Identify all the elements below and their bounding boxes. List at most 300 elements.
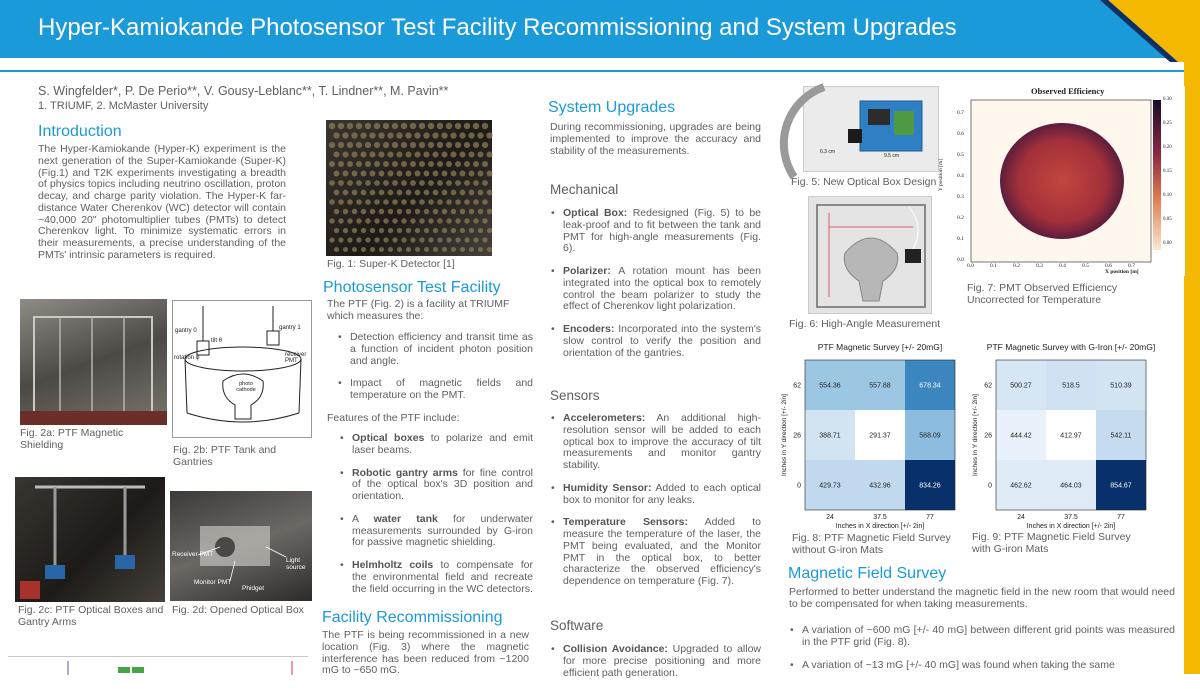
efficiency-cbar-tick: 0.10 <box>1163 193 1172 198</box>
sensors-item: • Accelerometers: An additional high-resolution sensor will be added to each optical box to improve the accuracy of tilt measurements and monitor gantry stability. <box>550 413 761 472</box>
pmt-dot <box>419 180 425 186</box>
mechanical-item: • Polarizer: A rotation mount has been integrated into the optical box to remotely control the beam polarizer to study the effect of Cherenkov light polarization. <box>550 266 761 313</box>
magnetic-survey-intro: Performed to better understand the magnetic field in the new room that would need to be compensated for when taking measurements. <box>789 586 1175 610</box>
pmt-dot <box>370 171 376 177</box>
pmt-dot <box>423 151 429 157</box>
pmt-dot <box>460 190 466 196</box>
ptf-intro: The PTF (Fig. 2) is a facility at TRIUMF which measures the: <box>327 298 510 322</box>
heatmap-value-label: 588.09 <box>919 432 941 440</box>
pmt-dot <box>388 228 393 233</box>
pmt-dot <box>469 228 474 233</box>
pmt-dot <box>437 218 442 223</box>
pmt-dot <box>478 228 483 233</box>
pmt-dot <box>397 247 402 252</box>
pmt-dot <box>370 228 375 233</box>
affiliations: 1. TRIUMF, 2. McMaster University <box>38 100 209 112</box>
pmt-dot <box>401 218 406 223</box>
pmt-dot <box>415 190 421 196</box>
pmt-dot <box>361 190 367 196</box>
label-photocathode: photo cathode <box>236 381 256 393</box>
pmt-dot <box>451 228 456 233</box>
pmt-dot <box>442 190 448 196</box>
heatmap-title: PTF Magnetic Survey with G-Iron [+/- 20mG] <box>986 342 1156 352</box>
heatmap-value-label: 429.73 <box>819 482 841 490</box>
pmt-dot <box>365 180 371 186</box>
pmt-dot <box>428 218 433 223</box>
pmt-dot <box>388 247 393 252</box>
pmt-dot <box>365 237 370 242</box>
pmt-dot <box>338 142 344 148</box>
pmt-dot <box>401 199 407 205</box>
heatmap-ytick: 26 <box>793 432 801 440</box>
pmt-dot <box>352 228 357 233</box>
fig2d-caption: Fig. 2d: Opened Optical Box <box>172 604 304 616</box>
recommissioning-heading: Facility Recommissioning <box>322 609 503 626</box>
pmt-dot <box>414 132 420 138</box>
pmt-dot <box>433 171 439 177</box>
pmt-dot <box>446 218 451 223</box>
efficiency-xtick: 0.2 <box>1013 263 1020 269</box>
software-heading: Software <box>550 618 604 633</box>
gantry-arms-lines <box>15 477 165 602</box>
ptf-feature-item: • Helmholtz coils to compensate for the environmental field and recreate the field occurring in the WC detectors. <box>339 560 533 595</box>
efficiency-cbar-tick: 0.20 <box>1163 145 1172 150</box>
efficiency-xtick: 0.1 <box>990 263 997 269</box>
pmt-dot <box>473 218 478 223</box>
label-phidget: Phidget <box>242 585 265 592</box>
pmt-dot <box>437 161 443 167</box>
pmt-dot <box>478 171 484 177</box>
magnetic-survey-heatmap-2 <box>968 338 1158 530</box>
efficiency-cbar-tick: 0.30 <box>1163 97 1172 102</box>
pmt-dot <box>334 209 340 215</box>
pmt-dot <box>437 237 442 242</box>
label-light-source: Light source <box>286 557 306 571</box>
pmt-dot <box>370 209 376 215</box>
fig7-caption: Fig. 7: PMT Observed Efficiency Uncorrected for Temperature <box>967 282 1118 306</box>
label-gantry1: gantry 1 <box>279 325 301 331</box>
label-receiver: receiver PMT <box>285 352 307 364</box>
pmt-dot <box>464 123 470 129</box>
pmt-dot <box>374 142 380 148</box>
side-accent-bar <box>1184 62 1200 674</box>
pmt-dot <box>415 247 420 252</box>
pmt-dot <box>387 151 393 157</box>
pmt-dot <box>388 209 394 215</box>
pmt-dot <box>459 151 465 157</box>
pmt-dot <box>365 218 370 223</box>
pmt-dot <box>464 161 470 167</box>
pmt-dot <box>383 161 389 167</box>
pmt-dot <box>356 199 362 205</box>
opened-optical-box-photo <box>170 491 312 601</box>
pmt-dot <box>473 123 479 129</box>
pmt-dot <box>383 237 388 242</box>
heatmap-value-label: 557.88 <box>869 382 891 390</box>
pmt-dot <box>347 142 353 148</box>
pmt-dot <box>338 237 343 242</box>
pmt-dot <box>487 171 493 177</box>
pmt-dot <box>329 180 335 186</box>
fig5-caption: Fig. 5: New Optical Box Design <box>791 176 937 188</box>
pmt-dot <box>482 237 487 242</box>
pmt-dot <box>486 151 492 157</box>
pmt-dot <box>347 237 352 242</box>
pmt-dot <box>442 247 447 252</box>
label-monitor-pmt: Monitor PMT <box>194 579 232 586</box>
heatmap-title: PTF Magnetic Survey [+/- 20mG] <box>817 342 943 352</box>
poster-header <box>0 0 1200 58</box>
pmt-dot <box>419 199 425 205</box>
mechanical-list <box>550 208 761 370</box>
tank-diagram-drawing <box>173 301 313 439</box>
pmt-dot <box>424 171 430 177</box>
pmt-dot <box>379 171 385 177</box>
pmt-dot <box>406 228 411 233</box>
pmt-dot <box>334 171 340 177</box>
pmt-dot <box>455 237 460 242</box>
pmt-dot <box>401 161 407 167</box>
heatmap-value-label: 554.36 <box>819 382 841 390</box>
heatmap-xtick: 77 <box>926 514 934 521</box>
pmt-dot <box>442 228 447 233</box>
pmt-dot <box>352 190 358 196</box>
heatmap-xlabel: Inches in X direction [+/- 2in] <box>835 523 925 530</box>
pmt-dot <box>464 180 470 186</box>
pmt-dot <box>410 199 416 205</box>
pmt-dot <box>338 161 344 167</box>
ptf-measure-item: • Detection efficiency and transit time as a function of incident photon position and angle. <box>337 332 533 367</box>
pmt-dot <box>432 132 438 138</box>
pmt-dot <box>410 142 416 148</box>
pmt-dot <box>347 199 353 205</box>
pmt-dot <box>334 247 339 252</box>
heatmap-value-label: 854.67 <box>1110 482 1132 490</box>
pmt-dot <box>356 237 361 242</box>
pmt-dot <box>329 218 334 223</box>
pmt-dot <box>442 171 448 177</box>
pmt-dot <box>437 142 443 148</box>
pmt-dot <box>343 228 348 233</box>
pmt-dot <box>333 151 339 157</box>
pmt-dot <box>343 190 349 196</box>
pmt-dot <box>338 123 344 129</box>
label-rotation: rotation φ <box>174 355 200 361</box>
pmt-dot <box>329 237 334 242</box>
pmt-dot <box>473 199 479 205</box>
pmt-dot <box>383 218 388 223</box>
efficiency-cbar-tick: 0.00 <box>1163 241 1172 246</box>
pmt-dot <box>356 161 362 167</box>
introduction-text: The Hyper-Kamiokande (Hyper-K) experiment is the next generation of the Super-Kamiokande (Super-K) (Fig.1) and T2K experiments investigating a breadth of physics topics including neutrino oscillation, proton decay, and charge parity violation. The Hyper-K far-distance Water Cherenkov (WC) detector will contain ~40,000 20" photomultiplier tubes (PMTs) to detect Cherenkov light. To minimize systematic errors in their measurements, a precise understanding of the PMTs' intrinsic parameters is required. <box>38 143 286 261</box>
efficiency-cbar-tick: 0.15 <box>1163 169 1172 174</box>
ptf-tank-diagram <box>172 300 312 438</box>
magnetic-survey-canvas-1 <box>777 338 967 530</box>
pmt-dot <box>343 171 349 177</box>
shielding-frame-lines <box>20 299 167 425</box>
pmt-dot <box>392 123 398 129</box>
high-angle-cad <box>809 197 933 315</box>
fig2c-caption: Fig. 2c: PTF Optical Boxes and Gantry Arms <box>18 604 164 628</box>
pmt-dot <box>383 142 389 148</box>
pmt-dot <box>451 190 457 196</box>
heatmap-value-label: 834.26 <box>919 482 941 490</box>
software-list <box>550 644 761 690</box>
pmt-dot <box>486 132 492 138</box>
pmt-dot <box>419 218 424 223</box>
pmt-dot <box>419 142 425 148</box>
pmt-dot <box>455 180 461 186</box>
author-list: S. Wingfelder*, P. De Perio**, V. Gousy-Leblanc**, T. Lindner**, M. Pavin** <box>38 84 449 98</box>
pmt-dot <box>361 247 366 252</box>
heatmap-value-label: 388.71 <box>819 432 841 440</box>
pmt-dot <box>410 161 416 167</box>
pmt-dot <box>455 161 461 167</box>
pmt-dot <box>401 237 406 242</box>
pmt-dot <box>365 199 371 205</box>
ptf-measure-item: • Impact of magnetic fields and temperature on the PMT. <box>337 378 533 402</box>
pmt-dot <box>333 132 339 138</box>
fig8-caption: Fig. 8: PTF Magnetic Field Survey without G-iron Mats <box>792 532 951 556</box>
heatmap-ytick: 0 <box>988 482 992 490</box>
pmt-dot <box>424 190 430 196</box>
pmt-dot <box>424 228 429 233</box>
recommissioning-text: The PTF is being recommissioned in a new location (Fig. 3) where the magnetic interference has been reduced from ~1200 mG to ~650 mG. <box>322 629 529 677</box>
heatmap-value-label: 510.39 <box>1110 382 1132 390</box>
poster-title: Hyper-Kamiokande Photosensor Test Facility Recommissioning and System Upgrades <box>38 14 957 41</box>
pmt-dot <box>356 142 362 148</box>
ptf-feature-item: • Optical boxes to polarize and emit laser beams. <box>339 433 533 457</box>
pmt-dot <box>383 199 389 205</box>
pmt-dot <box>460 247 465 252</box>
sensors-heading: Sensors <box>550 388 600 403</box>
pmt-dot <box>374 180 380 186</box>
strip-marks <box>8 657 308 675</box>
efficiency-ytick: 0.6 <box>957 131 964 137</box>
pmt-dot <box>419 123 425 129</box>
ptf-features-list <box>339 433 533 606</box>
efficiency-ytick: 0.4 <box>957 173 964 179</box>
pmt-dot <box>379 247 384 252</box>
pmt-dot <box>352 171 358 177</box>
pmt-dot <box>437 123 443 129</box>
pmt-dot <box>410 180 416 186</box>
pmt-dot <box>482 161 488 167</box>
pmt-dot <box>482 218 487 223</box>
pmt-dot <box>360 151 366 157</box>
pmt-dot <box>392 142 398 148</box>
pmt-dot <box>423 132 429 138</box>
magnetic-survey-heatmap-1 <box>777 338 967 530</box>
heatmap-xtick: 24 <box>1017 514 1025 521</box>
pmt-dot <box>365 142 371 148</box>
pmt-dot <box>374 161 380 167</box>
pmt-dot <box>477 151 483 157</box>
pmt-dot <box>356 180 362 186</box>
pmt-dot <box>378 132 384 138</box>
pmt-dot <box>392 237 397 242</box>
magnetic-survey-item: • A variation of ~600 mG [+/- 40 mG] between different grid points was measured in the PTF grid (Fig. 8). <box>789 625 1175 649</box>
pmt-dot <box>356 123 362 129</box>
pmt-dot <box>392 180 398 186</box>
pmt-dot <box>329 123 335 129</box>
pmt-dot <box>406 209 412 215</box>
heatmap-ytick: 62 <box>984 382 992 390</box>
pmt-dot <box>392 199 398 205</box>
pmt-dot <box>464 199 470 205</box>
optical-box-components <box>170 491 312 601</box>
pmt-dot <box>482 142 488 148</box>
pmt-dot <box>347 161 353 167</box>
pmt-dot <box>433 209 439 215</box>
pmt-dot <box>343 247 348 252</box>
heatmap-value-label: 518.5 <box>1062 382 1080 390</box>
pmt-dot <box>433 247 438 252</box>
heatmap-value-label: 464.03 <box>1060 482 1082 490</box>
pmt-dot <box>406 190 412 196</box>
pmt-dot <box>451 209 457 215</box>
efficiency-xlabel: X position [m] <box>1105 269 1139 275</box>
efficiency-ytick: 0.7 <box>957 110 964 116</box>
heatmap-value-label: 500.27 <box>1010 382 1032 390</box>
pmt-dot <box>432 151 438 157</box>
pmt-dot <box>478 190 484 196</box>
pmt-dot <box>374 237 379 242</box>
pmt-dot <box>405 151 411 157</box>
pmt-dot <box>329 199 335 205</box>
magnetic-survey-list <box>789 625 1175 682</box>
pmt-dot <box>415 171 421 177</box>
efficiency-xtick: 0.3 <box>1036 263 1043 269</box>
efficiency-cbar-tick: 0.25 <box>1163 121 1172 126</box>
heatmap-xtick: 77 <box>1117 514 1125 521</box>
heatmap-value-label: 432.96 <box>869 482 891 490</box>
pmt-dot <box>397 209 403 215</box>
pmt-dot <box>437 199 443 205</box>
box-dimension-2: 9.5 cm <box>884 153 900 159</box>
software-item: • Collision Avoidance: Upgraded to allow for more precise positioning and more efficient path generation. <box>550 644 761 679</box>
pmt-dot <box>478 209 484 215</box>
pmt-dot <box>469 190 475 196</box>
pmt-dot <box>446 180 452 186</box>
pmt-dot <box>334 228 339 233</box>
pmt-dot <box>356 218 361 223</box>
pmt-dot <box>428 199 434 205</box>
heatmap-value-label: 678.34 <box>919 382 941 390</box>
pmt-dot <box>482 123 488 129</box>
magnetic-shielding-photo <box>20 299 167 425</box>
pmt-dot <box>446 142 452 148</box>
pmt-dot <box>487 247 492 252</box>
heatmap-value-label: 291.37 <box>869 432 891 440</box>
pmt-dot <box>446 199 452 205</box>
pmt-dot <box>374 123 380 129</box>
pmt-dot <box>361 228 366 233</box>
pmt-dot <box>442 209 448 215</box>
efficiency-ytick: 0.1 <box>957 236 964 242</box>
pmt-dot <box>455 218 460 223</box>
efficiency-cbar-tick: 0.05 <box>1163 217 1172 222</box>
pmt-dot <box>401 142 407 148</box>
super-k-pmt-wall <box>326 120 492 256</box>
system-upgrades-intro: During recommissioning, upgrades are being implemented to improve the accuracy and stability of the measurements. <box>550 121 761 157</box>
efficiency-xtick: 0.5 <box>1082 263 1089 269</box>
pmt-dot <box>433 228 438 233</box>
bottom-figure-strip <box>8 656 308 674</box>
pmt-dot <box>460 209 466 215</box>
pmt-dot <box>347 218 352 223</box>
magnetic-survey-canvas-2 <box>968 338 1158 530</box>
pmt-dot <box>487 209 493 215</box>
pmt-dot <box>477 132 483 138</box>
pmt-dot <box>396 151 402 157</box>
efficiency-xtick: 0.0 <box>967 263 974 269</box>
pmt-dot <box>450 151 456 157</box>
pmt-dot <box>451 247 456 252</box>
pmt-dot <box>433 190 439 196</box>
pmt-dot <box>365 123 371 129</box>
pmt-dot <box>347 123 353 129</box>
pmt-dot <box>473 161 479 167</box>
pmt-dot <box>414 151 420 157</box>
pmt-dot <box>370 190 376 196</box>
mechanical-heading: Mechanical <box>550 182 619 197</box>
ptf-measures-list <box>337 332 533 413</box>
box-dimension-1: 6.3 cm <box>820 149 836 155</box>
pmt-dot <box>446 123 452 129</box>
pmt-dot <box>428 237 433 242</box>
pmt-dot <box>415 209 421 215</box>
efficiency-ytick: 0.0 <box>957 257 964 263</box>
pmt-dot <box>428 142 434 148</box>
heatmap-ytick: 62 <box>793 382 801 390</box>
pmt-dot <box>374 218 379 223</box>
pmt-dot <box>460 171 466 177</box>
pmt-dot <box>469 247 474 252</box>
heatmap-xtick: 37.5 <box>873 514 887 521</box>
pmt-dot <box>487 190 493 196</box>
ptf-features-intro: Features of the PTF include: <box>327 412 460 424</box>
pmt-dot <box>342 151 348 157</box>
mechanical-item: • Optical Box: Redesigned (Fig. 5) to be leak-proof and to fit between the tank and PMT for high-angle measurements (Fig. 6). <box>550 208 761 255</box>
efficiency-xtick: 0.4 <box>1059 263 1066 269</box>
pmt-dot <box>415 228 420 233</box>
magnetic-survey-item: • A variation of ~13 mG [+/- 40 mG] was found when taking the same <box>789 660 1175 672</box>
efficiency-ytick: 0.5 <box>957 152 964 158</box>
pmt-dot <box>455 123 461 129</box>
sensors-list <box>550 413 761 599</box>
new-optical-box-render <box>803 86 939 172</box>
pmt-dot <box>455 199 461 205</box>
pmt-dot <box>459 132 465 138</box>
super-k-detector-photo <box>326 120 492 256</box>
efficiency-ytick: 0.3 <box>957 194 964 200</box>
pmt-dot <box>351 151 357 157</box>
pmt-dot <box>469 171 475 177</box>
pmt-dot <box>338 180 344 186</box>
heatmap-value-label: 462.62 <box>1010 482 1032 490</box>
pmt-dot <box>446 237 451 242</box>
label-tilt: tilt θ <box>211 338 223 344</box>
efficiency-xtick: 0.7 <box>1128 263 1135 269</box>
pmt-dot <box>428 180 434 186</box>
pmt-dot <box>329 142 335 148</box>
pmt-dot <box>378 151 384 157</box>
pmt-dot <box>410 218 415 223</box>
pmt-dot <box>468 132 474 138</box>
pmt-dot <box>388 171 394 177</box>
pmt-dot <box>473 237 478 242</box>
